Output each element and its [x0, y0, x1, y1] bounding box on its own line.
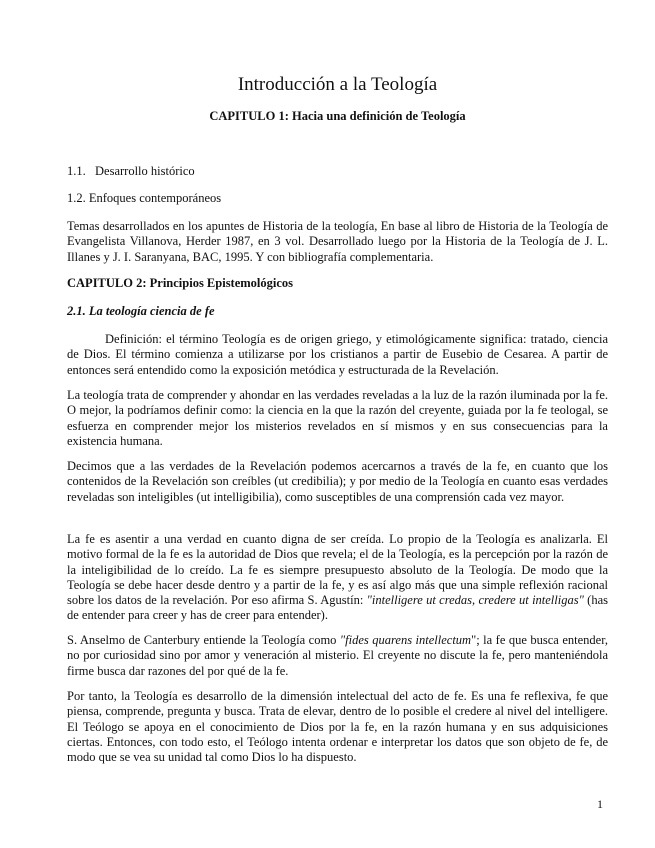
paragraph-definition: Definición: el término Teología es de origen griego, y etimológicamente significa: tratado, ciencia de Dios. El término comienza a utilizarse por los cristianos a partir de Eusebio de Cesarea. A partir de entonces será entendido como la exposición metódica y estructurada de la Revelación.: [67, 332, 608, 377]
paragraph-conclusion: Por tanto, la Teología es desarrollo de la dimensión intelectual del acto de fe. Es una fe reflexiva, fe que piensa, comprende, pregunta y busca. Trata de elevar, dentro de lo posible el credere al nivel del intelligere. El Teólogo se apoya en el conocimiento de Dios por la fe, en la razón humana y en sus adquisiciones ciertas. Entonces, con todo esto, el Teólogo intenta ordenar e interpretar los datos que son objeto de fe, de modo que se vea su unidad tal como Dios lo ha dispuesto.: [67, 689, 608, 765]
paragraph-anselm: [67, 633, 608, 679]
anselm-quote: "fides quarens intellectum: [339, 633, 472, 647]
list-item-label: Enfoques contemporáneos: [88, 191, 222, 205]
chapter2-heading: CAPITULO 2: Principios Epistemológicos: [67, 276, 294, 290]
augustine-quote: "intelligere ut credas, credere ut intelligas": [366, 593, 584, 608]
paragraph-faith: [67, 532, 608, 624]
paragraph-theology: La teología trata de comprender y ahondar en las verdades reveladas a la luz de la razón iluminada por la fe. O mejor, la podríamos definir como: la ciencia en la que la razón del creyente, guiada por la fe teologal, se esfuerza en comprender mejor los misterios revelados en sí mismos y en sus consecuencias para la existencia humana.: [67, 388, 608, 448]
list-item: [67, 190, 221, 206]
paragraph-anselm-text: S. Anselmo de Canterbury entiende la Teología como: [67, 633, 340, 647]
chapter1-heading: CAPITULO 1: Hacia una definición de Teología: [209, 109, 466, 123]
list-item-number: 1.2.: [67, 191, 86, 205]
page-number: 1: [597, 797, 603, 811]
paragraph-anselm-tail: "; la fe que busca entender, no por curiosidad sino por amor y veneración al misterio. El creyente no discute la fe, pero manteniéndola firme busca dar razones del por qué de la fe.: [67, 633, 608, 678]
paragraph-faith-tail: (has de entender para creer y has de creer para entender).: [67, 593, 608, 623]
paragraph-revelation: Decimos que a las verdades de la Revelación podemos acercarnos a través de la fe, en cuanto que los contenidos de la Revelación son creíbles (ut credibilia); y por medio de la Teología en cuanto esas verdades reveladas son inteligibles (ut intelligibilia), como susceptibles de una comprensión cada vez mayor.: [67, 459, 608, 504]
intro-paragraph: Temas desarrollados en los apuntes de Historia de la teología, En base al libro de Historia de la Teología de Evangelista Villanova, Herder 1987, en 3 vol. Desarrollado luego por la Historia de la Teología de J. L. Illanes y J. I. Saranyana, BAC, 1995. Y con bibliografía complementaria.: [67, 219, 608, 264]
list-item: [67, 163, 195, 179]
section-heading: 2.1. La teología ciencia de fe: [67, 304, 215, 318]
document-title: Introducción a la Teología: [237, 74, 438, 95]
list-item-label: Desarrollo histórico: [95, 164, 195, 178]
list-item-number: 1.1.: [67, 164, 86, 178]
paragraph-faith-text: La fe es asentir a una verdad en cuanto digna de ser creída. Lo propio de la Teología es analizarla. El motivo formal de la fe es la autoridad de Dios que revela; el de la Teología, es la percepción por la razón de la inteligibilidad de lo creído. La fe es siempre presupuesto absoluto de la Teología. De modo que la Teología se debe hacer desde dentro y a partir de la fe, y es así algo más que una simple reflexión racional sobre los datos de la revelación. Por eso afirma S. Agustín:: [67, 532, 608, 608]
